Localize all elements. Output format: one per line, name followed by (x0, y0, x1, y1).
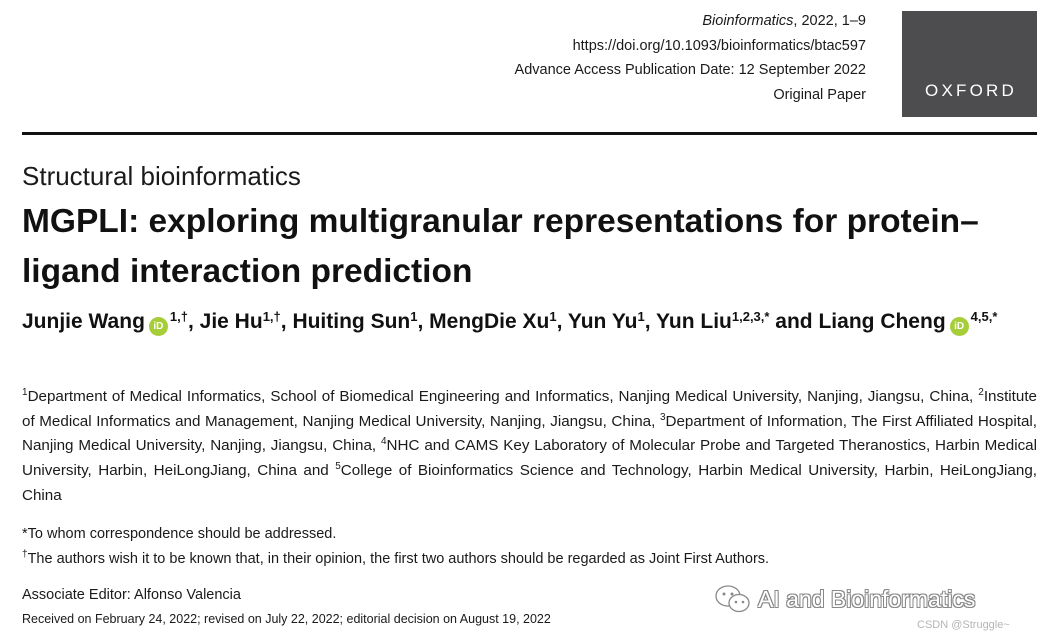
watermark (714, 584, 975, 614)
author-name: MengDie Xu (429, 310, 550, 333)
journal-citation (515, 9, 866, 34)
author-affiliation-sup: 1 (637, 309, 645, 324)
affiliations (22, 385, 1037, 509)
joint-authors-note (22, 551, 769, 567)
author-name: Huiting Sun (292, 310, 411, 333)
dagger-mark: † (22, 549, 28, 560)
affiliation-number: 2 (978, 387, 984, 398)
associate-editor: Associate Editor: Alfonso Valencia (22, 587, 241, 603)
journal-info (515, 9, 866, 107)
author-separator: , (556, 310, 568, 333)
paper-type: Original Paper (773, 86, 866, 103)
affiliation-number: 5 (335, 461, 341, 473)
journal-year-pages: , 2022, 1–9 (793, 13, 866, 29)
author-separator: and (769, 310, 819, 333)
author-affiliation-sup: 4,5,* (970, 309, 998, 324)
author-name: Liang Cheng (818, 310, 946, 333)
author-affiliation-sup: 1,† (262, 309, 281, 324)
journal-name: Bioinformatics (702, 13, 794, 29)
header-divider (22, 132, 1037, 135)
joint-authors-text: The authors wish it to be known that, in their opinion, the first two authors should be regarded as Joint First Authors. (27, 551, 770, 567)
author-affiliation-sup: 1 (549, 309, 557, 324)
author-affiliation-sup: 1,2,3,* (731, 309, 770, 324)
oxford-logo (902, 11, 1037, 117)
author-name: Yun Liu (656, 310, 732, 333)
affiliation-number: 3 (659, 411, 666, 423)
author-affiliation-sup: 1 (410, 309, 418, 324)
orcid-icon[interactable]: iD (149, 317, 168, 336)
watermark-text: AI and Bioinformatics (758, 585, 976, 612)
correspondence-note: *To whom correspondence should be addressed. (22, 526, 337, 542)
section-label: Structural bioinformatics (22, 161, 301, 191)
wechat-icon (714, 584, 752, 614)
doi-link[interactable]: https://doi.org/10.1093/bioinformatics/btac597 (572, 37, 866, 54)
oxford-logo-text: OXFORD (925, 81, 1017, 100)
advance-access-date: Advance Access Publication Date: 12 September 2022 (514, 62, 866, 78)
author-separator: , (417, 310, 430, 333)
author-list (22, 306, 1037, 337)
affiliation-text: College of Bioinformatics Science and Technology, Harbin Medical University, Harbin, HeiLongJiang, China (22, 462, 1037, 504)
orcid-icon[interactable]: iD (950, 317, 969, 336)
author-separator: , (644, 310, 657, 333)
author-separator: , (187, 310, 200, 333)
affiliation-text: Department of Information, The First Affiliated Hospital, Nanjing Medical University, Nanjing, Jiangsu, China, (22, 412, 1037, 455)
author-name: Jie Hu (199, 310, 263, 333)
author-name: Junjie Wang (22, 310, 145, 333)
csdn-watermark: CSDN @Struggle~ (917, 619, 1010, 631)
affiliation-text: Institute of Medical Informatics and Management, Nanjing Medical University, Nanjing, Jiangsu, China, (22, 388, 1037, 430)
affiliation-number: 1 (22, 387, 28, 398)
affiliation-text: NHC and CAMS Key Laboratory of Molecular Probe and Targeted Theranostics, Harbin Medical University, Harbin, HeiLongJiang, China and (22, 437, 1037, 480)
received-dates: Received on February 24, 2022; revised on July 22, 2022; editorial decision on August 19, 2022 (22, 612, 551, 626)
author-separator: , (280, 310, 293, 333)
author-affiliation-sup: 1,† (169, 309, 188, 324)
author-name: Yun Yu (567, 310, 638, 333)
article-title: MGPLI: exploring multigranular representations for protein–ligand interaction prediction (22, 203, 979, 290)
affiliation-number: 4 (380, 436, 387, 448)
affiliation-text: Department of Medical Informatics, School of Biomedical Engineering and Informatics, Nanjing Medical University, Nanjing, Jiangsu, China, (27, 388, 979, 405)
